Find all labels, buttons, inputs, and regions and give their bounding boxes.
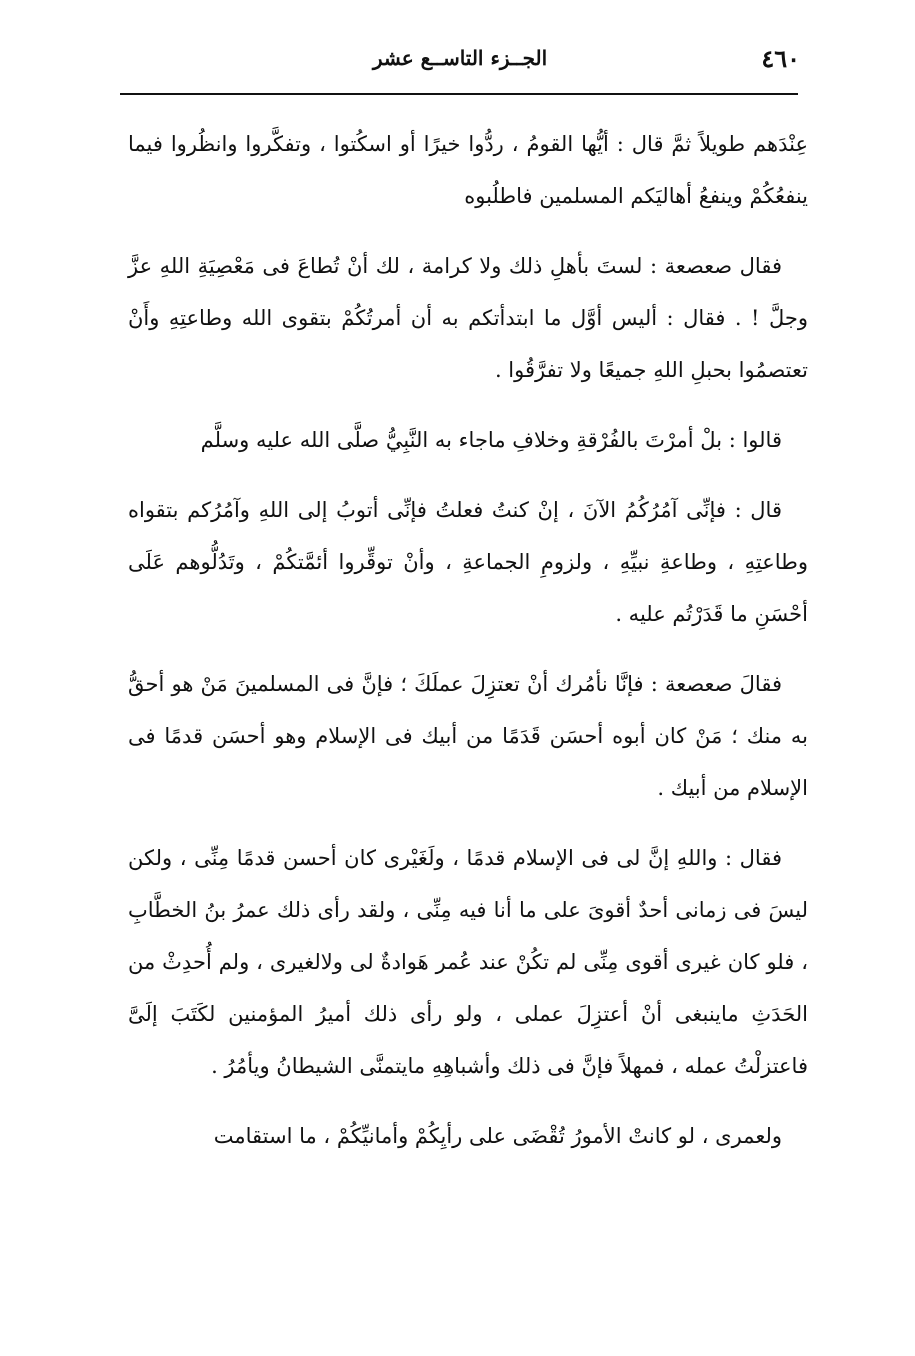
- paragraph: ولعمرى ، لو كانتْ الأمورُ تُقْضَى على رأيِكُمْ وأمانيِّكُمْ ، ما استقامت: [213, 1124, 782, 1148]
- body-text: [128, 118, 808, 1180]
- paragraph: قال : فإنِّى آمُرُكُمُ الآنَ ، إنْ كنتُ فعلتُ فإنِّى أتوبُ إلى اللهِ وآمُرُكم بتقواه وطاعتِهِ ، وطاعةِ نبيِّهِ ، ولزومِ الجماعةِ ، وأنْ توقِّروا أئمَّتكُمْ ، وتَدُلُّوهم عَلَى أحْسَنِ ما قَدَرْتُم عليه .: [128, 498, 808, 626]
- page-number: ٤٦٠: [761, 44, 800, 73]
- paragraph: فقال صعصعة : لستَ بأهلِ ذلك ولا كرامة ، لك أنْ تُطاعَ فى مَعْصِيَةِ اللهِ عزَّ وجلَّ ! . فقال : أليس أوَّل ما ابتدأتكم به أن أمرتُكُمْ بتقوى الله وطاعتِهِ وأَنْ تعتصمُوا بحبلِ اللهِ جميعًا ولا تفرَّقُوا .: [128, 254, 808, 382]
- paragraph: قالوا : بلْ أمرْتَ بالفُرْقةِ وخلافِ ماجاء به النَّبِيُّ صلَّى الله عليه وسلَّم: [200, 428, 782, 452]
- paragraph: فقال : واللهِ إنَّ لى فى الإسلام قدمًا ، ولَغَيْرى كان أحسن قدمًا مِنِّى ، ولكن ليسَ فى زمانى أحدٌ أقوىَ على ما أنا فيه مِنِّى ، ولقد رأى ذلك عمرُ بنُ الخطَّابِ ، فلو كان غيرى أقوى مِنِّى لم تكُنْ عند عُمر هَوادةٌ لى ولالغيرى ، ولم أُحدِثْ من الحَدَثِ ماينبغى أنْ أعتزِلَ عملى ، ولو رأى ذلك أميرُ المؤمنين لكَتَبَ إلَىَّ فاعتزلْتُ عمله ، فمهلاً فإنَّ فى ذلك وأشباهِهِ مايتمنَّى الشيطانُ ويأمُرُ .: [128, 846, 808, 1078]
- paragraph: عِنْدَهم طويلاً ثمَّ قال : أيُّها القومُ ، ردُّوا خيرًا أو اسكُتوا ، وتفكَّروا وانظُروا فيما ينفعُكُمْ وينفعُ أهاليَكم المسلمين فاطلُبوه: [128, 132, 808, 208]
- page-header: [120, 44, 800, 94]
- running-title: الجــزء التاســع عشر: [372, 46, 548, 70]
- paragraph: فقالَ صعصعة : فإنَّا نأمُرك أنْ تعتزِلَ عملَكَ ؛ فإنَّ فى المسلمينَ مَنْ هو أحقُّ به منك ؛ مَنْ كان أبوه أحسَن قَدَمًا من أبيك فى الإسلام وهو أحسَن قدمًا فى الإسلام من أبيك .: [128, 672, 808, 800]
- header-rule: [120, 93, 798, 95]
